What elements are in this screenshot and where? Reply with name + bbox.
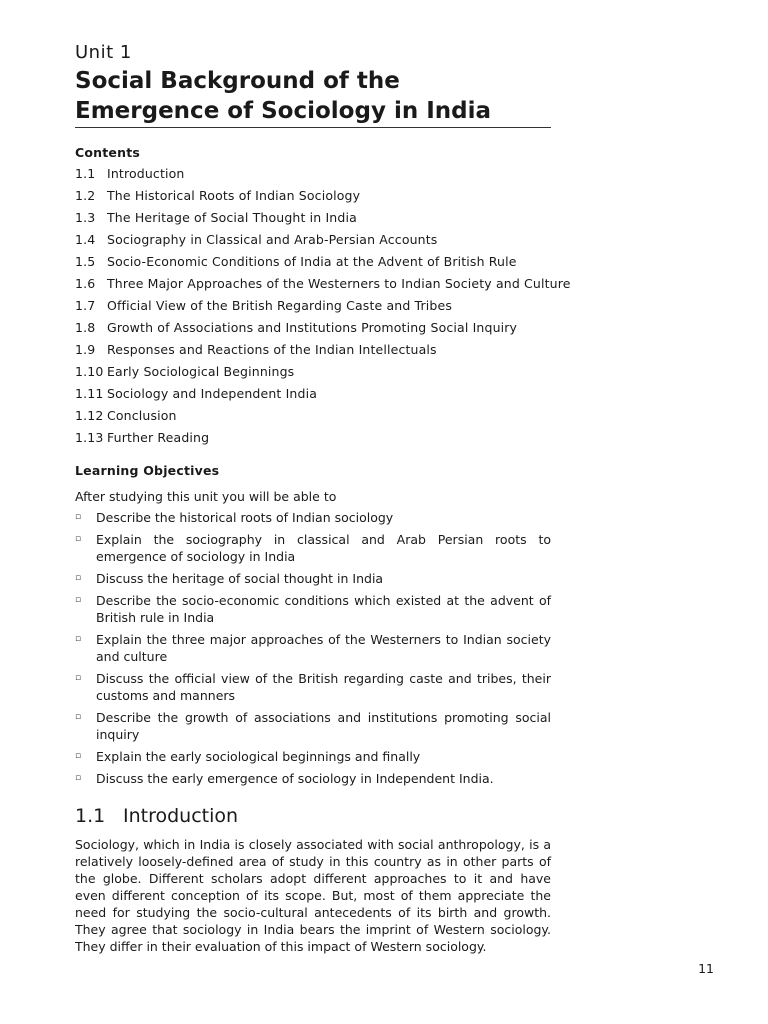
contents-item-number: 1.12 bbox=[75, 408, 104, 423]
contents-item-label: Responses and Reactions of the Indian Intellectuals bbox=[107, 342, 437, 357]
contents-item-number: 1.10 bbox=[75, 364, 104, 379]
contents-item-number: 1.3 bbox=[75, 210, 96, 225]
section-heading-introduction bbox=[75, 805, 238, 827]
objective-text: Explain the sociography in classical and Arab Persian roots to emergence of sociology in India bbox=[96, 532, 551, 564]
contents-item-label: The Heritage of Social Thought in India bbox=[107, 210, 357, 225]
page-title: Social Background of the Emergence of Sociology in India bbox=[75, 68, 492, 124]
objective-item bbox=[75, 531, 551, 565]
contents-item bbox=[75, 207, 555, 229]
contents-item bbox=[75, 163, 555, 185]
contents-item bbox=[75, 427, 555, 449]
contents-item-number: 1.6 bbox=[75, 276, 96, 291]
objective-item bbox=[75, 709, 551, 743]
contents-item-label: Socio-Economic Conditions of India at the Advent of British Rule bbox=[107, 254, 517, 269]
contents-item bbox=[75, 295, 555, 317]
contents-item-number: 1.1 bbox=[75, 166, 96, 181]
contents-item bbox=[75, 273, 571, 295]
objective-item bbox=[75, 670, 551, 704]
square-bullet-icon: ▫ bbox=[75, 534, 82, 544]
objective-text: Describe the socio-economic conditions which existed at the advent of British rule in India bbox=[96, 593, 551, 625]
objective-item bbox=[75, 770, 551, 787]
square-bullet-icon: ▫ bbox=[75, 773, 82, 783]
contents-item bbox=[75, 383, 555, 405]
square-bullet-icon: ▫ bbox=[75, 712, 82, 722]
contents-heading: Contents bbox=[75, 145, 141, 160]
objective-text: Explain the three major approaches of the Westerners to Indian society and culture bbox=[96, 632, 551, 664]
contents-item-label: Early Sociological Beginnings bbox=[107, 364, 295, 379]
contents-item bbox=[75, 251, 555, 273]
contents-item bbox=[75, 361, 555, 383]
contents-item-number: 1.5 bbox=[75, 254, 96, 269]
learning-objectives-heading: Learning Objectives bbox=[75, 463, 220, 478]
square-bullet-icon: ▫ bbox=[75, 595, 82, 605]
contents-item-number: 1.13 bbox=[75, 430, 104, 445]
square-bullet-icon: ▫ bbox=[75, 634, 82, 644]
square-bullet-icon: ▫ bbox=[75, 512, 82, 522]
title-divider bbox=[75, 127, 551, 128]
contents-item bbox=[75, 339, 555, 361]
objective-item bbox=[75, 631, 551, 665]
objective-text: Discuss the early emergence of sociology in Independent India. bbox=[96, 771, 494, 786]
contents-item-label: Growth of Associations and Institutions Promoting Social Inquiry bbox=[107, 320, 518, 335]
square-bullet-icon: ▫ bbox=[75, 673, 82, 683]
objective-text: Describe the growth of associations and institutions promoting social inquiry bbox=[96, 710, 551, 742]
contents-list bbox=[75, 163, 571, 449]
square-bullet-icon: ▫ bbox=[75, 573, 82, 583]
contents-item bbox=[75, 229, 555, 251]
contents-item-label: Conclusion bbox=[107, 408, 177, 423]
objective-item bbox=[75, 748, 551, 765]
objective-item bbox=[75, 570, 551, 587]
contents-item-number: 1.8 bbox=[75, 320, 96, 335]
contents-item-label: Official View of the British Regarding Caste and Tribes bbox=[107, 298, 452, 313]
objectives-intro: After studying this unit you will be able to bbox=[75, 489, 337, 504]
objective-text: Describe the historical roots of Indian sociology bbox=[96, 510, 394, 525]
contents-item-number: 1.7 bbox=[75, 298, 96, 313]
contents-item-number: 1.2 bbox=[75, 188, 96, 203]
contents-item-label: Further Reading bbox=[107, 430, 210, 445]
introduction-paragraph: Sociology, which in India is closely associated with social anthropology, is a relatively loosely-defined area of study in this country as in other parts of the globe. Different scholars adopt different approaches to it and have even different conception of its scope. But, most of them appreciate the need for studying the socio-cultural antecedents of its birth and growth. They agree that sociology in India bears the imprint of Western sociology. They differ in their evaluation of this impact of Western sociology. bbox=[75, 837, 551, 954]
contents-item-label: The Historical Roots of Indian Sociology bbox=[107, 188, 361, 203]
contents-item-label: Introduction bbox=[107, 166, 185, 181]
objectives-list bbox=[75, 509, 551, 792]
contents-item-number: 1.4 bbox=[75, 232, 96, 247]
objective-text: Discuss the heritage of social thought in India bbox=[96, 571, 384, 586]
objective-item bbox=[75, 509, 551, 526]
contents-item bbox=[75, 185, 555, 207]
page-number: 11 bbox=[698, 961, 714, 976]
section-title: Introduction bbox=[123, 805, 239, 827]
unit-label: Unit 1 bbox=[75, 42, 132, 63]
contents-item-number: 1.9 bbox=[75, 342, 96, 357]
contents-item-label: Sociology and Independent India bbox=[107, 386, 318, 401]
square-bullet-icon: ▫ bbox=[75, 751, 82, 761]
contents-item bbox=[75, 317, 555, 339]
objective-text: Explain the early sociological beginnings and finally bbox=[96, 749, 421, 764]
contents-item-label: Three Major Approaches of the Westerners to Indian Society and Culture bbox=[107, 276, 571, 291]
objective-item bbox=[75, 592, 551, 626]
contents-item-label: Sociography in Classical and Arab-Persian Accounts bbox=[107, 232, 438, 247]
section-number: 1.1 bbox=[75, 805, 106, 827]
contents-item-number: 1.11 bbox=[75, 386, 104, 401]
objective-text: Discuss the official view of the British regarding caste and tribes, their customs and manners bbox=[96, 671, 551, 703]
contents-item bbox=[75, 405, 555, 427]
